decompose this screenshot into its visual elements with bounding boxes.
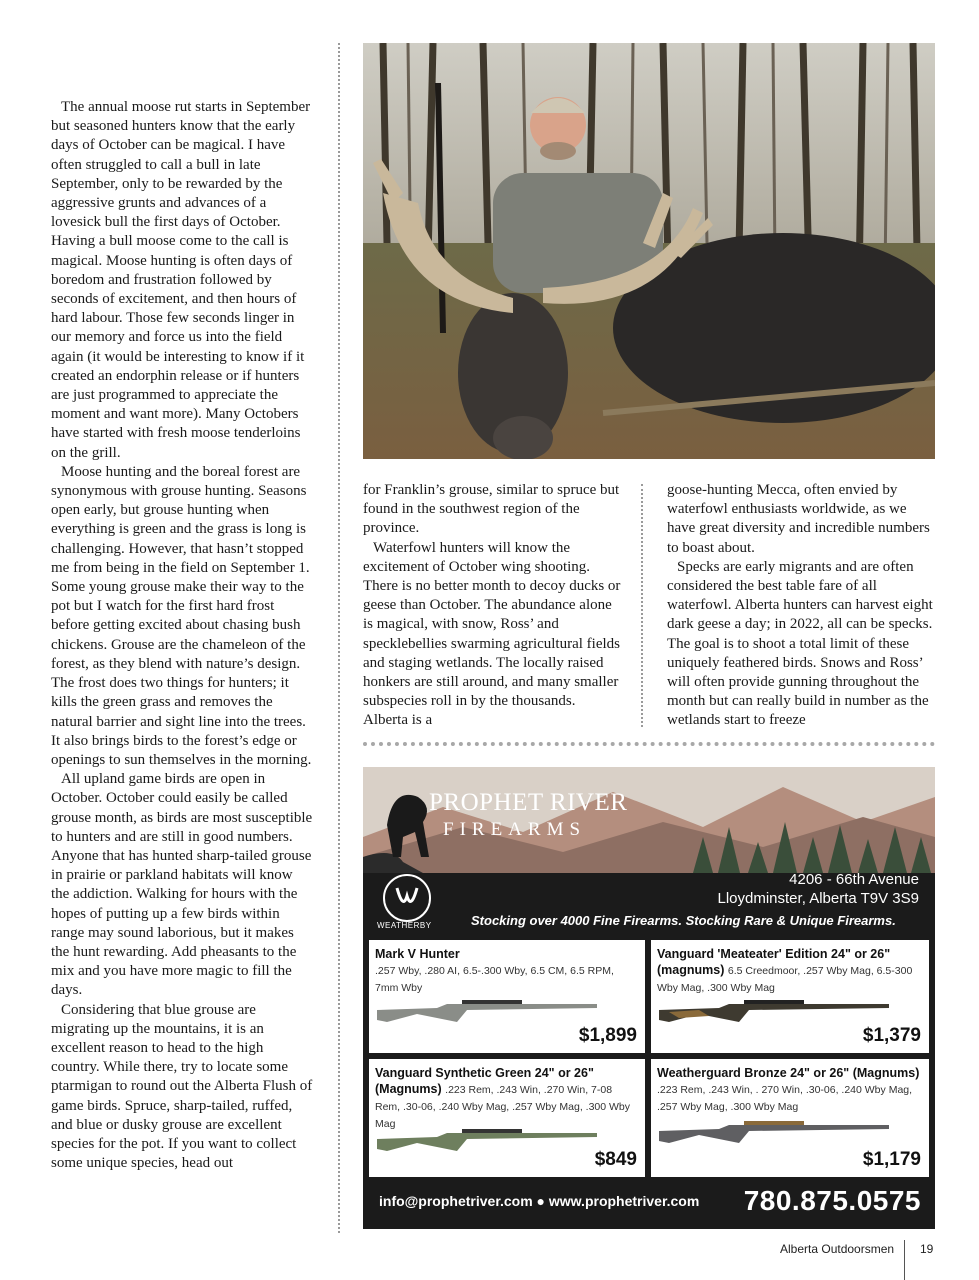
rifle-icon <box>659 1121 889 1151</box>
paragraph: Moose hunting and the boreal forest are synonymous with grouse hunting. Seasons open early, but grouse hunting when everything is green and the grass is long is challenging. However, that hasn’t stopped me from being in the field on September 1. Some young grouse make their way to the pot but I watch for the first hard frost before getting excited about chasing bush chickens. Grouse are the chameleon of the forest, as they blend with nature’s design. The frost does two things for hunters; it kills the green grass and removes the natural barrier and sight line into the trees. It also brings birds to the forest’s edge or openings to sun themselves in the morning. <box>51 463 312 768</box>
product-card <box>651 1059 929 1177</box>
column-divider <box>641 484 643 727</box>
weatherby-logo-icon <box>383 874 431 922</box>
article-column-3 <box>667 481 937 731</box>
publication-name: Alberta Outdoorsmen <box>780 1242 895 1256</box>
product-name: Vanguard Synthetic Green 24" or 26" (Magnums) <box>375 1066 594 1096</box>
paragraph: All upland game birds are open in October. October could easily be called grouse month, as birds are most susceptible to hunters and are still in good numbers. Anyone that has hunted sharp-tailed grouse in prairie or parkland habitats will know the addiction. Walking for hours with the hopes of putting up a few birds within range may sound laborious, but it makes the hunt rewarding. Add pheasants to the mix and you have more magic to fill the days. <box>51 771 313 999</box>
product-specs: .257 Wby, .280 AI, 6.5-.300 Wby, 6.5 CM, 6.5 RPM, 7mm Wby <box>375 965 614 994</box>
product-price: $1,179 <box>862 1149 921 1170</box>
page-number: 19 <box>920 1242 934 1256</box>
article-column-2 <box>363 481 623 731</box>
product-specs: .223 Rem, .243 Win, .270 Win, 7-08 Rem, .30-06, .240 Wby Mag, .257 Wby Mag, .300 Wby Mag <box>375 1084 631 1130</box>
product-specs: .223 Rem, .243 Win, . 270 Win, .30-06, .240 Wby Mag, .257 Wby Mag, .300 Wby Mag <box>657 1084 913 1113</box>
product-name: Weatherguard Bronze 24" or 26" (Magnums) <box>657 1066 920 1080</box>
ad-tagline: Stocking over 4000 Fine Firearms. Stocking Rare & Unique Firearms. <box>471 913 896 928</box>
paragraph: The annual moose rut starts in September but seasoned hunters know that the early days of October can be magical. I have often struggled to call a bull in late September, only to be rewarded by the aggressive grunts and advances of a lovesick bull the first days of October. Having a bull moose come to the call is magical. Moose hunting is often days of boredom and frustration followed by seconds of excitement, and then hours of hard labour. Those few seconds linger in our memory and force us into the field again (it would be interesting to know if it created an endorphin release or if hunters are just programmed to appreciate the moment and want more). Many Octobers have started with fresh moose tenderloins on the grill. <box>51 99 311 461</box>
product-price: $1,379 <box>862 1025 921 1046</box>
ad-contact: info@prophetriver.com ● www.prophetriver.com <box>379 1193 700 1209</box>
address-line-1: 4206 - 66th Avenue <box>789 871 919 888</box>
weatherby-label: WEATHERBY <box>377 921 432 930</box>
paragraph: Considering that blue grouse are migrating up the mountains, it is an excellent reason to head to the high country. While there, try to locate some ptarmigan to round out the Alberta Flush of game birds. Spruce, sharp-tailed, ruffed, and blue or dusky grouse are excellent species for the pot. If you want to collect some unique species, head out <box>51 1001 313 1172</box>
product-card <box>369 1059 645 1177</box>
article-column-1 <box>51 98 314 1173</box>
brand-subtitle: FIREARMS <box>443 819 587 840</box>
product-specs: 6.5 Creedmoor, .257 Wby Mag, 6.5-300 Wby Mag, .300 Wby Mag <box>657 965 913 994</box>
product-name: Vanguard 'Meateater' Edition 24" or 26" (magnums) <box>657 947 891 977</box>
prophet-river-firearms-ad <box>363 767 935 1229</box>
ad-phone: 780.875.0575 <box>743 1185 921 1216</box>
address-line-2: Lloydminster, Alberta T9V 3S9 <box>717 890 919 907</box>
paragraph: Specks are early migrants and are often considered the best table fare of all waterfowl. Alberta hunters can harvest eight dark geese a day; in 2022, all can be specks. The goal is to shoot a total limit of these uniquely feathered birds. Snows and Ross’ will often provide gunning throughout the month but can really build in number as the wetlands start to freeze <box>667 558 933 729</box>
section-divider <box>363 742 935 746</box>
product-card <box>369 940 645 1053</box>
moose-hunter-photo <box>363 43 935 459</box>
footer-divider <box>904 1240 905 1280</box>
paragraph: for Franklin’s grouse, similar to spruce but found in the southwest region of the province. <box>363 482 620 537</box>
brand-name: PROPHET RIVER <box>429 789 628 816</box>
rifle-icon <box>659 1000 889 1030</box>
product-name: Mark V Hunter <box>375 947 460 961</box>
product-price: $849 <box>594 1149 637 1170</box>
paragraph: goose-hunting Mecca, often envied by waterfowl enthusiasts worldwide, as we have great diversity and incredible numbers to boast about. <box>667 482 930 556</box>
paragraph: Waterfowl hunters will know the excitement of October wing shooting. There is no better month to decoy ducks or geese than October. The abundance alone is magical, with snow, Ross’ and specklebellies swarming agricultural fields and staging wetlands. The locally raised honkers are still around, and many smaller subspecies roll in by the thousands. Alberta is a <box>363 539 621 729</box>
rifle-icon <box>377 1000 597 1030</box>
product-card <box>651 940 929 1053</box>
rifle-icon <box>377 1129 597 1159</box>
product-price: $1,899 <box>578 1025 637 1046</box>
column-divider <box>338 43 340 1233</box>
